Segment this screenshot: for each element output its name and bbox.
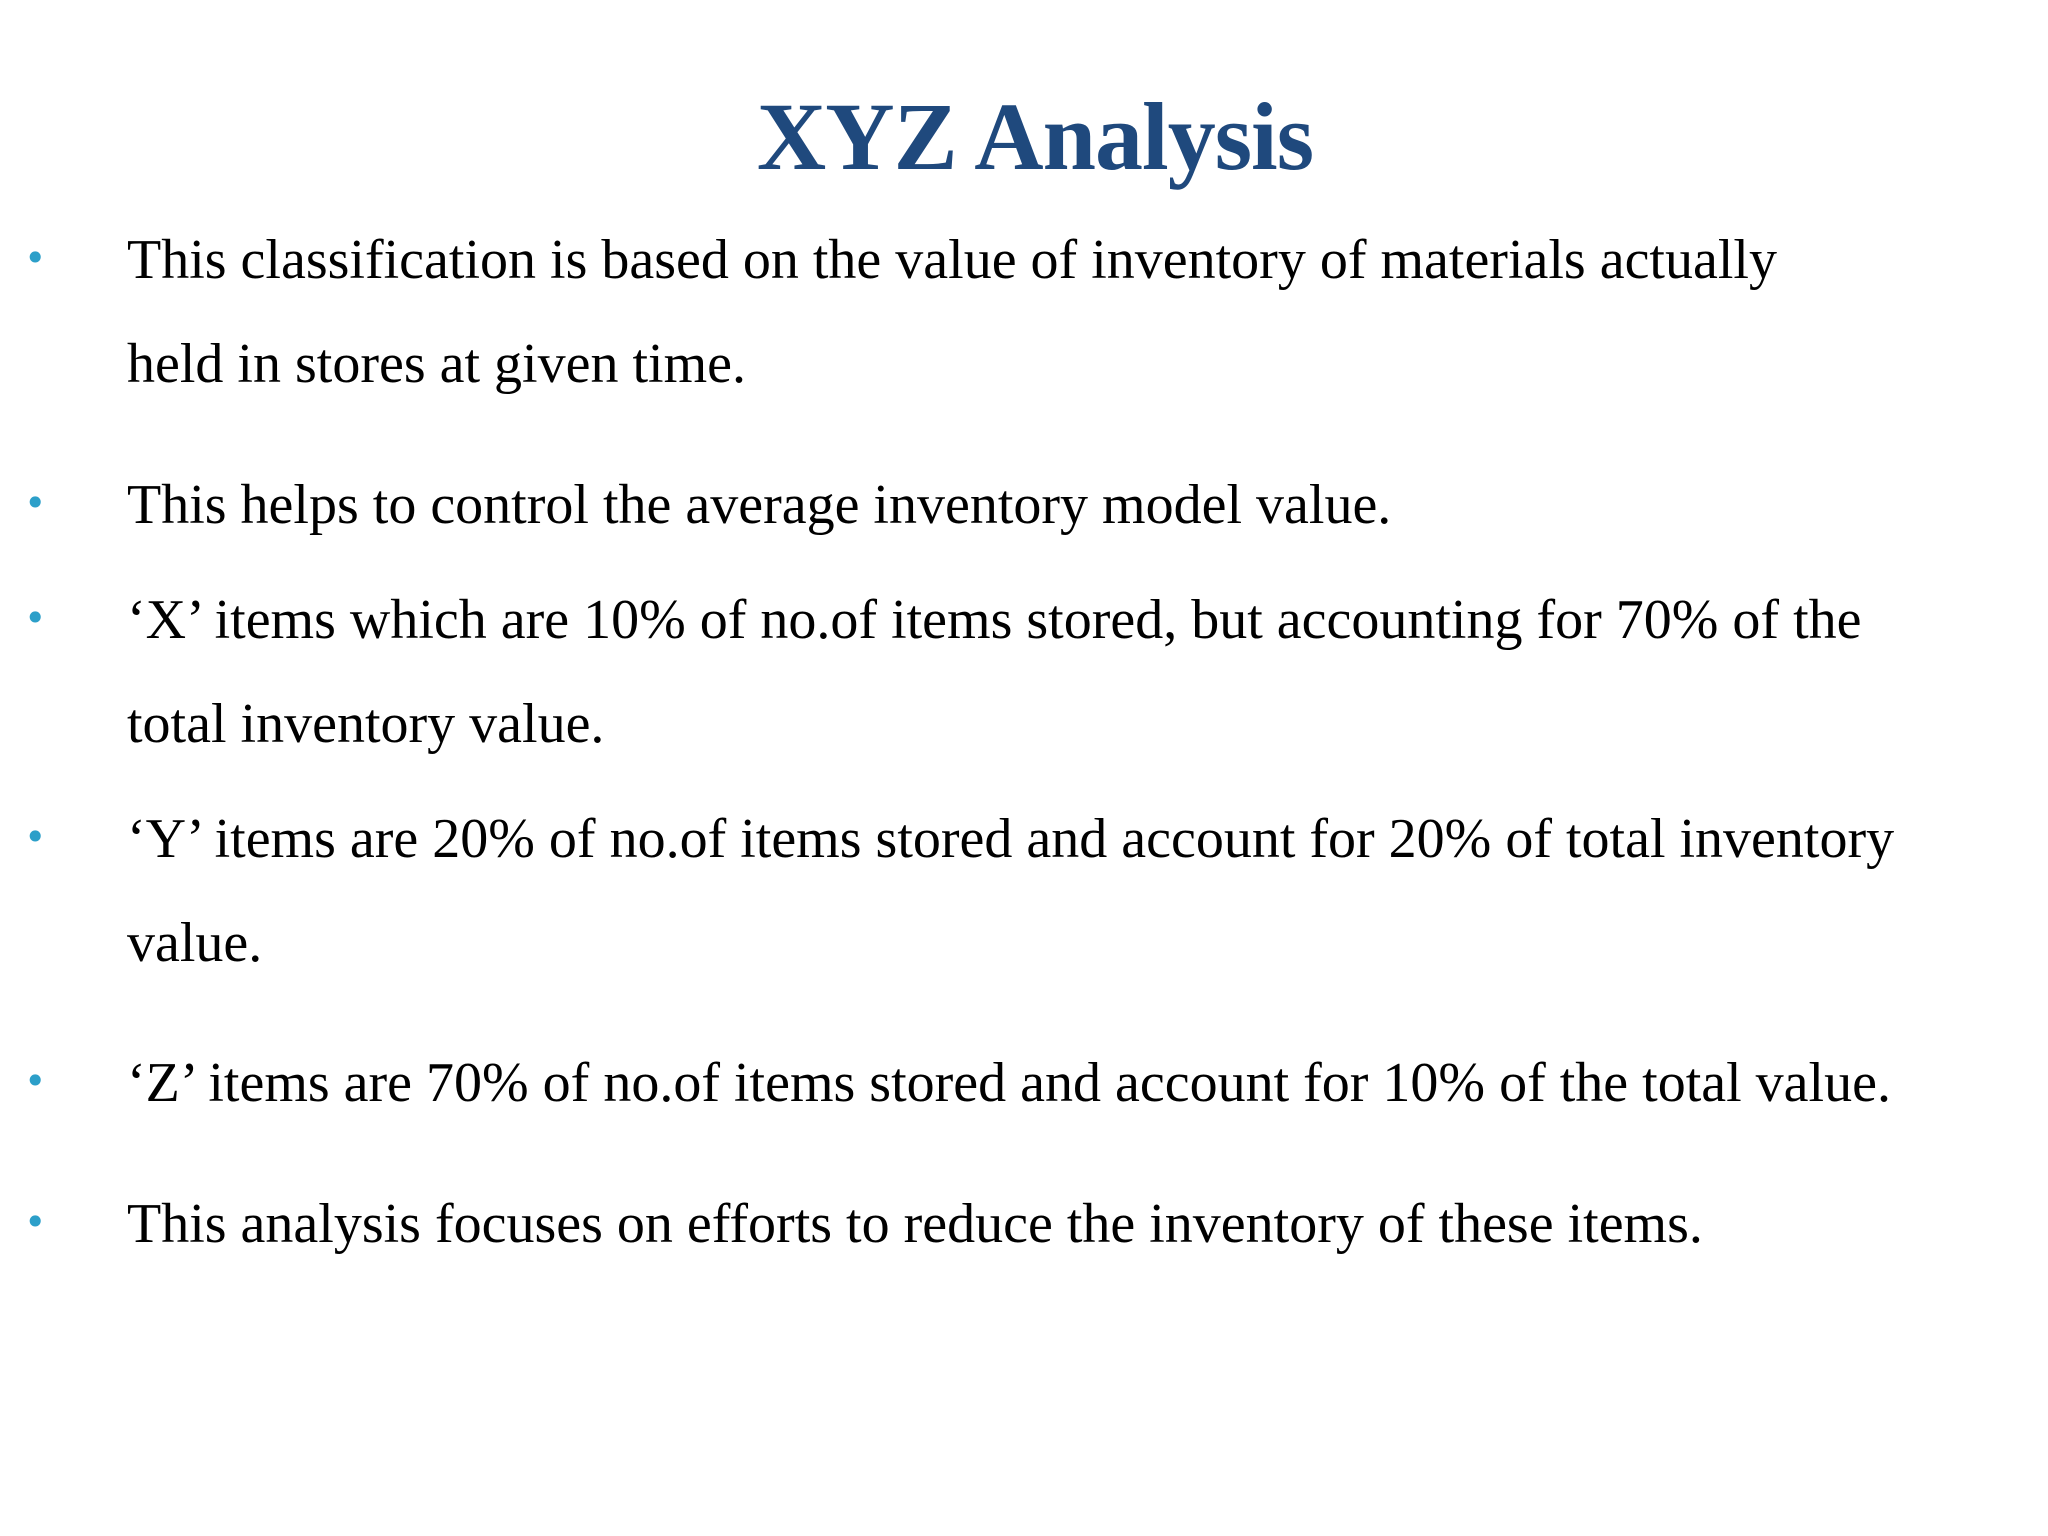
- bullet-text-line: value.: [127, 912, 263, 974]
- bullet-text-line: This classification is based on the value of inventory of materials actually: [127, 229, 1777, 291]
- bullet-text-line: total inventory value.: [127, 693, 605, 755]
- bullet-text-line: This helps to control the average inventory model value.: [127, 474, 1392, 536]
- bullet-text-line: This analysis focuses on efforts to reduce the inventory of these items.: [127, 1193, 1703, 1255]
- slide-title: XYZ Analysis: [756, 83, 1314, 190]
- bullet-icon: •: [24, 815, 47, 859]
- bullet-icon: •: [24, 481, 47, 525]
- bullet-text-line: ‘Y’ items are 20% of no.of items stored and account for 20% of total inventory: [127, 808, 1895, 870]
- bullet-text-line: held in stores at given time.: [127, 333, 746, 395]
- bullet-icon: •: [24, 596, 47, 640]
- bullet-text-line: ‘X’ items which are 10% of no.of items stored, but accounting for 70% of the: [127, 589, 1862, 651]
- bullet-text-line: ‘Z’ items are 70% of no.of items stored and account for 10% of the total value.: [127, 1052, 1891, 1114]
- bullet-icon: •: [24, 1059, 47, 1103]
- bullet-icon: •: [24, 236, 47, 280]
- bullet-icon: •: [24, 1200, 47, 1244]
